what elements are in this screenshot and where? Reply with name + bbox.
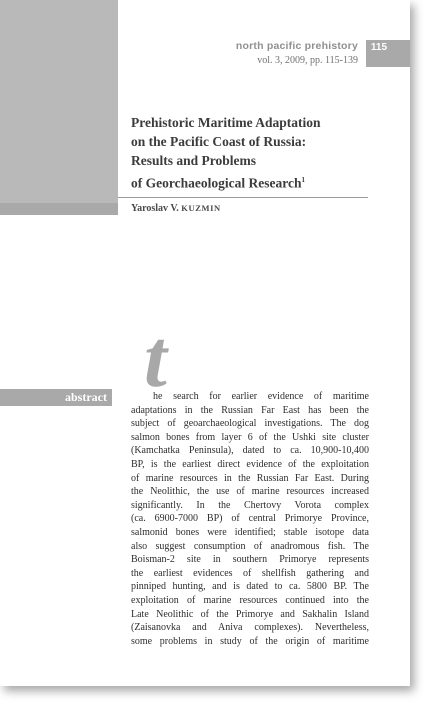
abstract-line: (Kamchatka Peninsula), dated to ca. 10,900-10,400	[131, 445, 369, 457]
volume-info: vol. 3, 2009, pp. 115-139	[257, 55, 358, 66]
abstract-line: exploitation of marine resources continued into the	[131, 594, 369, 606]
title-footnote-marker[interactable]: 1	[301, 175, 305, 184]
abstract-line: the Neolithic, the use of marine resources increased	[131, 486, 369, 498]
abstract-line: Boisman-2 site in southern Primorye represents	[131, 554, 369, 566]
author-surname: KUZMIN	[181, 203, 221, 213]
abstract-line: Late Neolithic of the Primorye and Sakhalin Island	[131, 608, 369, 620]
drop-cap: t	[144, 313, 167, 404]
abstract-line: significantly. In the Chertovy Vorota complex	[131, 499, 369, 511]
abstract-text	[131, 390, 369, 648]
author	[131, 203, 221, 214]
author-given-name: Yaroslav V.	[131, 203, 179, 214]
header-grey-block	[0, 0, 118, 203]
page-number-box	[366, 40, 410, 67]
abstract-line: (ca. 6900-7000 BP) of central Primorye Province,	[131, 513, 369, 525]
title-line: Results and Problems	[131, 153, 257, 169]
abstract-line: subject of geoarchaeological investigations. The dog	[131, 418, 369, 430]
title-line-text: of Georchaeological Research	[131, 175, 302, 191]
abstract-label-bar	[0, 389, 112, 406]
abstract-line: the earliest evidences of shellfish gathering and	[131, 567, 369, 579]
title-rule	[118, 197, 368, 198]
abstract-label: abstract	[65, 390, 107, 404]
abstract-line: he search for earlier evidence of maritime	[153, 391, 369, 402]
journal-name: north pacific prehistory	[235, 40, 358, 52]
abstract-line: also suggest consumption of anadromous fish. The	[131, 540, 369, 552]
abstract-line: (Zaisanovka and Aniva complexes). Nevertheless,	[131, 622, 369, 634]
abstract-line: of marine resources in the Russian Far East. During	[131, 472, 369, 484]
abstract-line: some problems in study of the origin of maritime	[131, 635, 369, 647]
title-line: Prehistoric Maritime Adaptation	[131, 115, 321, 130]
abstract-line: pinniped hunting, and is dated to ca. 5800 BP. The	[131, 581, 369, 593]
title-line: on the Pacific Coast of Russia:	[131, 134, 307, 150]
article-title	[131, 113, 366, 192]
abstract-line: BP, is the earliest direct evidence of the exploitation	[131, 458, 369, 470]
abstract-line: adaptations in the Russian Far East has been the	[131, 404, 369, 416]
abstract-line: salmon bones from layer 6 of the Ushki site cluster	[131, 431, 369, 443]
grey-band	[0, 203, 118, 215]
abstract-line: salmonid bones were identified; stable isotope data	[131, 526, 369, 538]
title-line	[131, 171, 366, 193]
page-number: 115	[370, 42, 388, 53]
